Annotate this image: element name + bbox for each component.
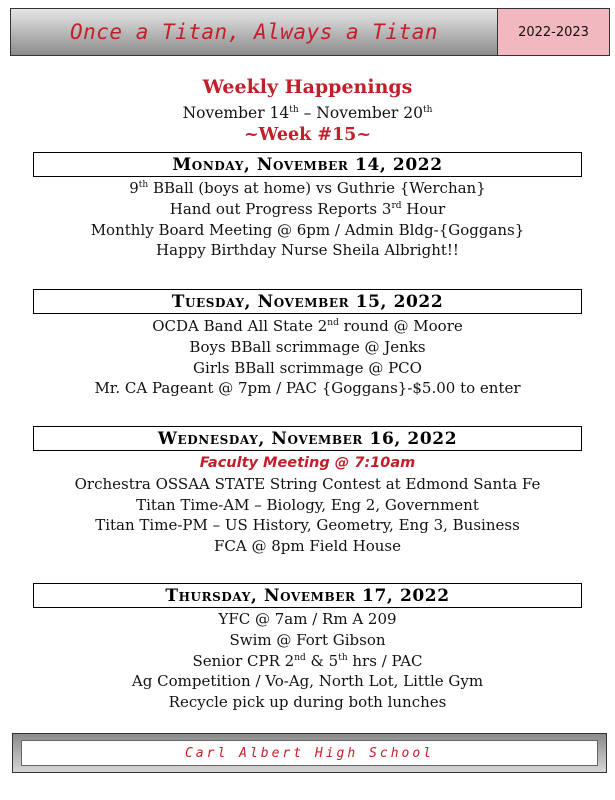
day-header-tuesday (33, 289, 582, 314)
school-year: 2022-2023 (518, 24, 589, 40)
event-item: 9th BBall (boys at home) vs Guthrie {Werchan} (129, 179, 486, 197)
event-item: Recycle pick up during both lunches (168, 693, 447, 712)
event-item: Girls BBall scrimmage @ PCO (193, 358, 422, 377)
week-number: ~Week #15~ (243, 125, 372, 145)
footer-banner (12, 733, 607, 773)
events-monday (0, 178, 615, 261)
banner-title-panel (11, 9, 497, 55)
event-item: Orchestra OSSAA STATE String Contest at Edmond Santa Fe (74, 474, 541, 493)
school-year-panel (497, 9, 609, 55)
events-tuesday (0, 316, 615, 399)
event-item: Swim @ Fort Gibson (229, 630, 386, 649)
day-header-thursday (33, 583, 582, 608)
end-date-suffix: th (422, 104, 433, 115)
banner-title: Once a Titan, Always a Titan (69, 20, 438, 44)
event-item: Titan Time-PM – US History, Geometry, Eng 3, Business (95, 516, 520, 535)
event-item: Happy Birthday Nurse Sheila Albright!! (156, 241, 459, 260)
school-name: Carl Albert High School (184, 745, 434, 761)
date-separator: – (298, 104, 317, 122)
start-date-suffix: th (289, 104, 299, 115)
day-header-monday (33, 152, 582, 177)
event-item: Mr. CA Pageant @ 7pm / PAC {Goggans}-$5.00 to enter (94, 379, 521, 398)
event-item: Hand out Progress Reports 3rd Hour (169, 199, 446, 218)
faculty-meeting-highlight: Faculty Meeting @ 7:10am (199, 455, 416, 471)
day-title-wednesday: Wednesday, November 16, 2022 (157, 428, 458, 449)
end-date: November 20 (316, 104, 423, 122)
date-range (0, 104, 615, 122)
event-item: Senior CPR 2nd & 5th hrs / PAC (192, 651, 423, 670)
events-thursday (0, 609, 615, 713)
day-title-thursday: Thursday, November 17, 2022 (165, 585, 450, 606)
page-headline: Weekly Happenings (202, 76, 413, 98)
day-title-tuesday: Tuesday, November 15, 2022 (171, 291, 444, 312)
event-item: Monthly Board Meeting @ 6pm / Admin Bldg-{Goggans} (90, 220, 525, 239)
event-item: OCDA Band All State 2nd round @ Moore (152, 317, 463, 335)
event-item: YFC @ 7am / Rm A 209 (218, 610, 397, 628)
event-item: Titan Time-AM – Biology, Eng 2, Government (136, 495, 479, 514)
top-banner (10, 8, 610, 56)
event-item: Boys BBall scrimmage @ Jenks (189, 337, 426, 356)
start-date: November 14 (182, 104, 290, 122)
event-item: FCA @ 8pm Field House (214, 537, 401, 556)
footer-panel (21, 740, 598, 766)
day-title-monday: Monday, November 14, 2022 (172, 154, 443, 175)
day-header-wednesday (33, 426, 582, 451)
events-wednesday (0, 453, 615, 557)
event-item: Ag Competition / Vo-Ag, North Lot, Little Gym (131, 672, 484, 691)
